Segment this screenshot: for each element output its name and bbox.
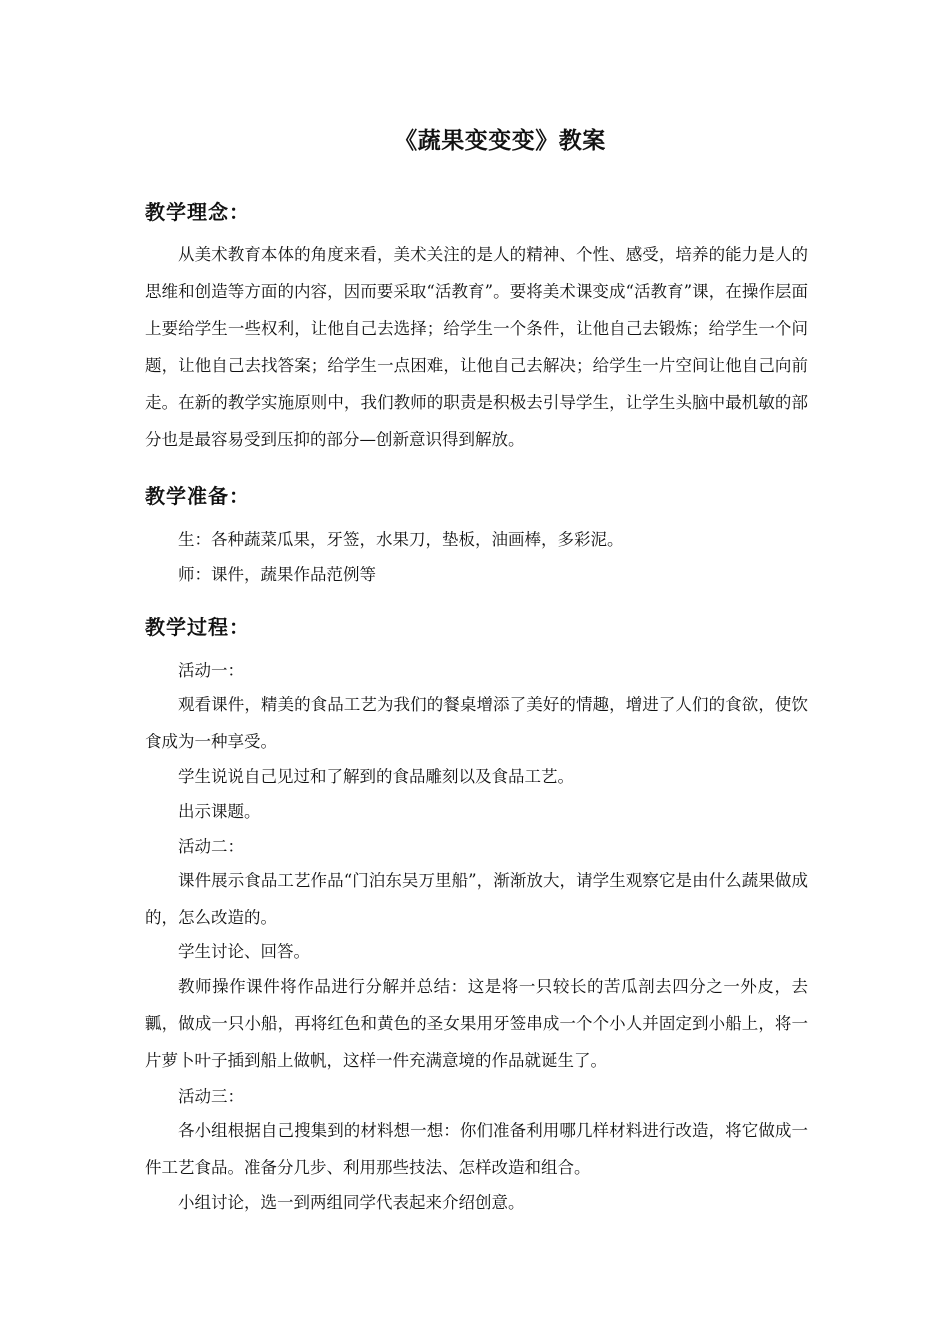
heading-preparation: 教学准备：: [145, 484, 250, 508]
document-title: 《蔬果变变变》教案: [394, 127, 606, 154]
activity3-paragraph-1: 各小组根据自己搜集到的材料想一想：你们准备利用哪几样材料进行改造，将它做成一件工艺食品。准备分几步、利用那些技法、怎样改造和组合。: [145, 1121, 808, 1177]
heading-philosophy: 教学理念：: [145, 200, 250, 224]
preparation-teacher: 师：课件，蔬果作品范例等: [178, 565, 376, 584]
philosophy-paragraph: 从美术教育本体的角度来看，美术关注的是人的精神、个性、感受，培养的能力是人的思维和创造等方面的内容，因而要采取“活教育”。要将美术课变成“活教育”课，在操作层面上要给学生一些权利，让他自己去选择；给学生一个条件，让他自己去锻炼；给学生一个问题，让他自己去找答案；给学生一点困难，让他自己去解决；给学生一片空间让他自己向前走。在新的教学实施原则中，我们教师的职责是积极去引导学生，让学生头脑中最机敏的部分也是最容易受到压抑的部分—创新意识得到解放。: [145, 245, 808, 449]
activity2-label: 活动二：: [178, 837, 244, 856]
activity2-paragraph-2: 学生讨论、回答。: [178, 942, 310, 961]
activity2-paragraph-1: 课件展示食品工艺作品“门泊东吴万里船”，渐渐放大，请学生观察它是由什么蔬果做成的，怎么改造的。: [145, 871, 808, 927]
activity1-paragraph-1: 观看课件，精美的食品工艺为我们的餐桌增添了美好的情趣，增进了人们的食欲，使饮食成为一种享受。: [145, 695, 808, 751]
activity3-label: 活动三：: [178, 1087, 244, 1106]
preparation-student: 生：各种蔬菜瓜果，牙签，水果刀，垫板，油画棒，多彩泥。: [178, 530, 624, 549]
activity2-paragraph-3: 教师操作课件将作品进行分解并总结：这是将一只较长的苦瓜剖去四分之一外皮，去瓤，做成一只小船，再将红色和黄色的圣女果用牙签串成一个个小人并固定到小船上，将一片萝卜叶子插到船上做帆，这样一件充满意境的作品就诞生了。: [145, 977, 808, 1070]
heading-process: 教学过程：: [145, 615, 250, 639]
activity1-label: 活动一：: [178, 661, 244, 680]
activity3-paragraph-2: 小组讨论，选一到两组同学代表起来介绍创意。: [178, 1193, 525, 1212]
activity1-paragraph-2: 学生说说自己见过和了解到的食品雕刻以及食品工艺。: [178, 767, 574, 786]
activity1-paragraph-3: 出示课题。: [178, 802, 261, 821]
